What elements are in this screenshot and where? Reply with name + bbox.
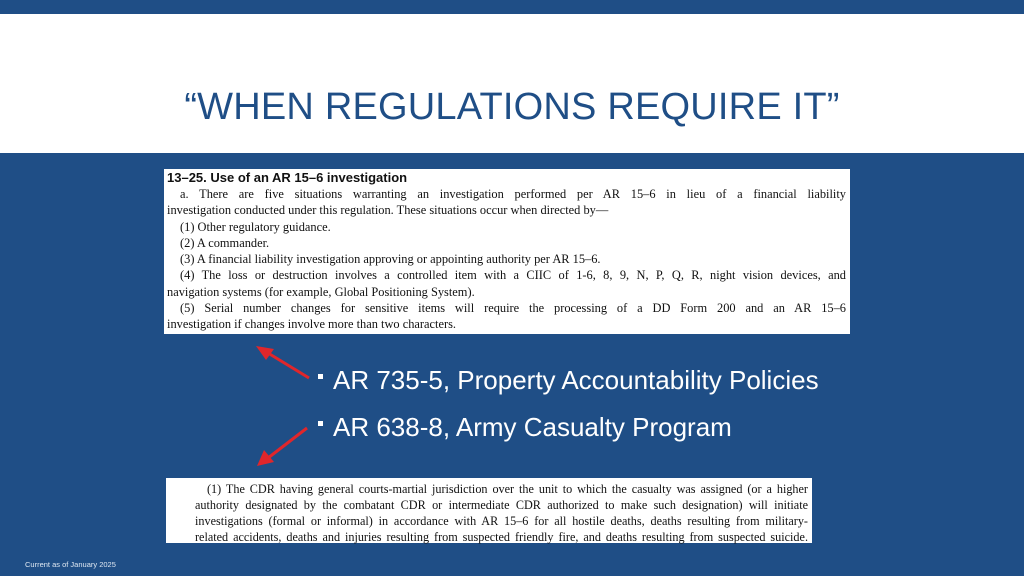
bullet-text: AR 638-8, Army Casualty Program <box>333 412 732 442</box>
bullet-text: AR 735-5, Property Accountability Policies <box>333 365 819 395</box>
slide-title: “WHEN REGULATIONS REQUIRE IT” <box>184 86 840 128</box>
arrow-to-excerpt-2 <box>257 428 307 466</box>
excerpt-line: authority designated by the combatant CDR or intermediate CDR authorized to make such designation) will initiate <box>195 498 808 512</box>
excerpt-line: (3) A financial liability investigation approving or appointing authority per AR 15–6. <box>180 252 601 267</box>
excerpt-heading: 13–25. Use of an AR 15–6 investigation <box>167 170 408 185</box>
regulation-excerpt-ar-638-8 <box>166 478 812 543</box>
bullet-marker <box>318 374 323 379</box>
arrow-to-excerpt-1 <box>256 346 309 378</box>
excerpt-line: (2) A commander. <box>180 235 270 250</box>
excerpt-line: investigation conducted under this regulation. These situations occur when directed by— <box>167 203 609 218</box>
bullet-item <box>316 360 819 407</box>
excerpt-line: (1) The CDR having general courts-martial jurisdiction over the unit to which the casualty was assigned (or a higher <box>207 482 808 496</box>
excerpt-line: a. There are five situations warranting an investigation performed per AR 15–6 in lieu of a financial liability <box>180 187 846 201</box>
top-strip <box>0 0 1024 14</box>
excerpt-line: (1) Other regulatory guidance. <box>180 219 331 234</box>
excerpt-line: navigation systems (for example, Global Positioning System). <box>167 284 475 299</box>
footer-note: Current as of January 2025 <box>25 560 116 569</box>
bullet-item <box>316 407 819 454</box>
excerpt-line: (4) The loss or destruction involves a controlled item with a CIIC of 1-6, 8, 9, N, P, Q, R, night vision devices, and <box>180 268 846 283</box>
excerpt-line: (5) Serial number changes for sensitive items will require the processing of a DD Form 200 and an AR 15–6 <box>180 301 846 316</box>
excerpt-line: related accidents, deaths and injuries resulting from suspected friendly fire, and deaths resulting from suspected suicide. <box>195 530 808 544</box>
bullet-list <box>316 360 819 454</box>
title-band <box>0 14 1024 153</box>
excerpt-line: investigations (formal or informal) in accordance with AR 15–6 for all hostile deaths, deaths resulting from military- <box>195 514 808 528</box>
excerpt-line: investigation if changes involve more than two characters. <box>167 317 457 332</box>
regulation-excerpt-ar-735-5 <box>164 169 850 334</box>
bullet-marker <box>318 421 323 426</box>
